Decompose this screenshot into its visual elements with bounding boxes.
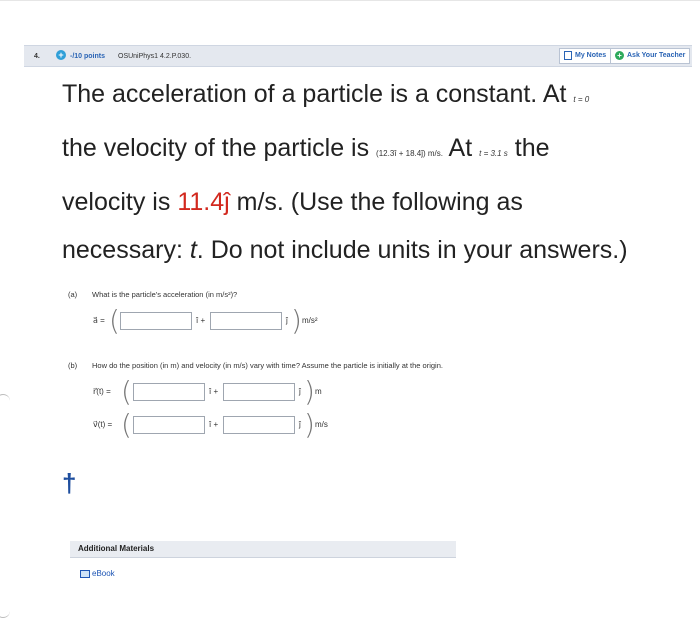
problem-line-2 (62, 124, 692, 178)
i-hat-plus: î + (209, 387, 219, 396)
additional-materials-header[interactable] (70, 541, 456, 558)
acceleration-unit: m/s² (302, 316, 318, 325)
acceleration-y-input[interactable] (210, 312, 282, 330)
position-symbol: r⃗(t) = (93, 387, 111, 396)
time-zero: t = 0 (573, 95, 590, 104)
problem-text: necessary: (62, 236, 183, 264)
plus-circle-icon: + (615, 51, 624, 60)
left-edge-bracket (0, 394, 10, 618)
problem-line-4 (62, 226, 692, 274)
j-hat: ĵ (286, 316, 288, 325)
velocity-unit: m/s (315, 420, 328, 429)
dagger-icon[interactable]: † (62, 468, 77, 498)
problem-text: the velocity of the particle is (62, 134, 370, 162)
acceleration-x-input[interactable] (120, 312, 192, 330)
part-b-text: How do the position (in m) and velocity (in m/s) vary with time? Assume the particle is initially at the origin. (92, 361, 443, 370)
velocity-y-input[interactable] (223, 416, 295, 434)
position-unit: m (315, 387, 322, 396)
acceleration-symbol: a⃗ = (93, 316, 105, 325)
plus-circle-icon[interactable]: + (56, 50, 66, 60)
close-paren: ) (291, 304, 302, 337)
variable-t: t (189, 236, 197, 264)
close-paren: ) (304, 408, 315, 441)
close-paren: ) (304, 375, 315, 408)
problem-text: . Do not include units in your answers.) (196, 236, 628, 264)
top-divider (0, 0, 700, 1)
position-y-input[interactable] (223, 383, 295, 401)
question-number: 4. (34, 52, 40, 60)
problem-text: velocity is (62, 188, 171, 216)
i-hat-plus: î + (209, 420, 219, 429)
ebook-link[interactable] (80, 569, 115, 578)
note-icon (564, 51, 572, 60)
question-header-bar (24, 45, 692, 67)
my-notes-label: My Notes (575, 52, 607, 59)
time-value: t = 3.1 s (479, 149, 508, 158)
j-hat: ĵ (299, 387, 301, 396)
j-hat: ĵ (299, 420, 301, 429)
problem-line-1 (62, 70, 692, 124)
open-paren: ( (109, 304, 120, 337)
part-b-label: (b) (68, 361, 78, 370)
points-label: -/10 points (70, 52, 106, 60)
ask-teacher-button[interactable] (610, 48, 690, 64)
ebook-label: eBook (92, 569, 115, 578)
problem-text: The acceleration of a particle is a constant. At (62, 80, 567, 108)
problem-statement (62, 70, 692, 274)
book-icon (80, 570, 90, 578)
problem-text: m/s. (Use the following as (236, 188, 523, 216)
ask-teacher-label: Ask Your Teacher (627, 52, 686, 59)
velocity-symbol: v⃗(t) = (93, 420, 113, 429)
i-hat-plus: î + (196, 316, 206, 325)
problem-source: OSUniPhys1 4.2.P.030. (118, 52, 192, 60)
open-paren: ( (121, 375, 132, 408)
final-velocity: 11.4ĵ (177, 188, 230, 216)
part-a-label: (a) (68, 290, 78, 299)
open-paren: ( (121, 408, 132, 441)
problem-text: the (514, 134, 550, 162)
problem-line-3 (62, 178, 692, 226)
velocity-x-input[interactable] (133, 416, 205, 434)
initial-velocity: (12.3î + 18.4ĵ) m/s. (376, 149, 443, 158)
part-a-text: What is the particle's acceleration (in m/s²)? (92, 290, 238, 299)
additional-materials-label: Additional Materials (78, 544, 155, 553)
problem-text: At (448, 134, 473, 162)
my-notes-button[interactable] (559, 48, 611, 64)
position-x-input[interactable] (133, 383, 205, 401)
